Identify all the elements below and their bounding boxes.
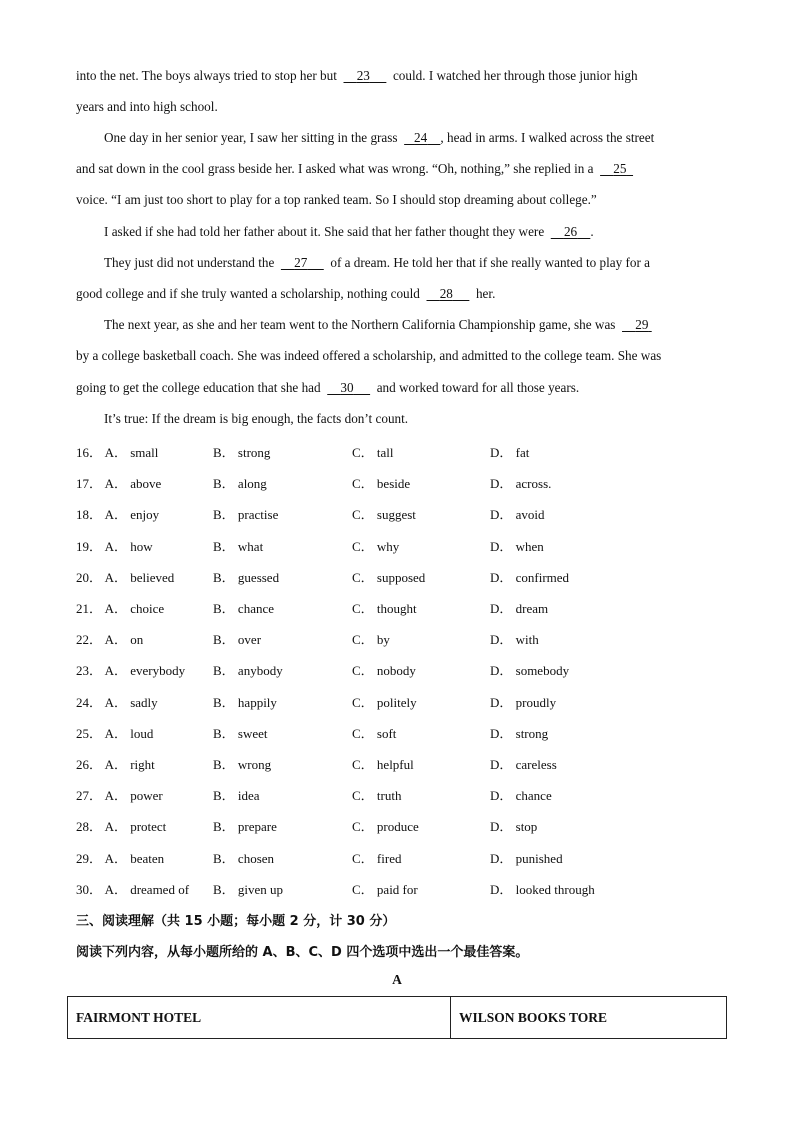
question-row: 19． A． how B． what C． why D． when	[76, 539, 544, 554]
question-row: 28． A． protect B． prepare C． produce D． stop	[76, 819, 538, 834]
passage-line-11: going to get the college education that she had 30 and worked toward for all those years.	[76, 380, 580, 395]
question-row: 25． A． loud B． sweet C． soft D． strong	[76, 726, 549, 741]
question-row: 23． A． everybody B． anybody C． nobody D． somebody	[76, 663, 570, 678]
passage-line-12: It’s true: If the dream is big enough, the facts don’t count.	[104, 411, 409, 426]
passage-line-9: The next year, as she and her team went to the Northern California Championship game, she was 29	[104, 317, 652, 333]
blank-29: 29	[635, 317, 649, 332]
question-row: 16． A． small B． strong C． tall D． fat	[76, 445, 530, 460]
blank-28: 28	[439, 286, 453, 301]
blank-25: 25	[613, 161, 627, 176]
section-title: 三、阅读理解（共 15 小题；每小题 2 分，计 30 分）	[76, 914, 396, 929]
blank-27: 27	[294, 255, 308, 270]
part-label: A	[392, 972, 402, 987]
table-cell-bookstore: WILSON BOOKS TORE	[451, 997, 727, 1039]
question-row: 26． A． right B． wrong C． helpful D． careless	[76, 757, 557, 772]
blank-24: 24	[414, 130, 428, 145]
passage-line-7: They just did not understand the 27 of a dream. He told her that if she really wanted to play for a	[104, 255, 651, 270]
blank-30: 30	[340, 380, 354, 395]
question-row: 29． A． beaten B． chosen C． fired D． punished	[76, 851, 563, 866]
passage-line-2: years and into high school.	[76, 99, 218, 114]
question-row: 17． A． above B． along C． beside D． across.	[76, 476, 552, 491]
passage-line-10: by a college basketball coach. She was indeed offered a scholarship, and admitted to the college team. She was	[76, 348, 662, 363]
question-row: 27． A． power B． idea C． truth D． chance	[76, 788, 552, 803]
blank-23: 23	[356, 68, 370, 83]
passage-line-5: voice. “I am just too short to play for a top ranked team. So I should stop dreaming about college.”	[76, 192, 597, 207]
info-table	[67, 996, 727, 1039]
passage-line-8: good college and if she truly wanted a scholarship, nothing could 28 her.	[76, 286, 496, 301]
table-cell-hotel: FAIRMONT HOTEL	[68, 997, 451, 1039]
passage-line-1: into the net. The boys always tried to stop her but 23 could. I watched her through those junior high	[76, 68, 638, 83]
passage-line-3: One day in her senior year, I saw her sitting in the grass 24 , head in arms. I walked across the street	[104, 130, 655, 145]
passage-line-4: and sat down in the cool grass beside her. I asked what was wrong. “Oh, nothing,” she replied in a 25	[76, 161, 633, 177]
question-row: 22． A． on B． over C． by D． with	[76, 632, 539, 647]
question-row: 30． A． dreamed of B． given up C． paid for D． looked through	[76, 882, 595, 897]
question-row: 20． A． believed B． guessed C． supposed D． confirmed	[76, 570, 570, 585]
passage-line-6: I asked if she had told her father about it. She said that her father thought they were 26 .	[104, 224, 594, 239]
question-row: 21． A． choice B． chance C． thought D． dream	[76, 601, 549, 616]
section-instruction: 阅读下列内容，从每小题所给的 A、B、C、D 四个选项中选出一个最佳答案。	[76, 945, 529, 960]
question-row: 18． A． enjoy B． practise C． suggest D． avoid	[76, 507, 545, 522]
question-row: 24． A． sadly B． happily C． politely D． proudly	[76, 695, 557, 710]
blank-26: 26	[563, 224, 578, 239]
